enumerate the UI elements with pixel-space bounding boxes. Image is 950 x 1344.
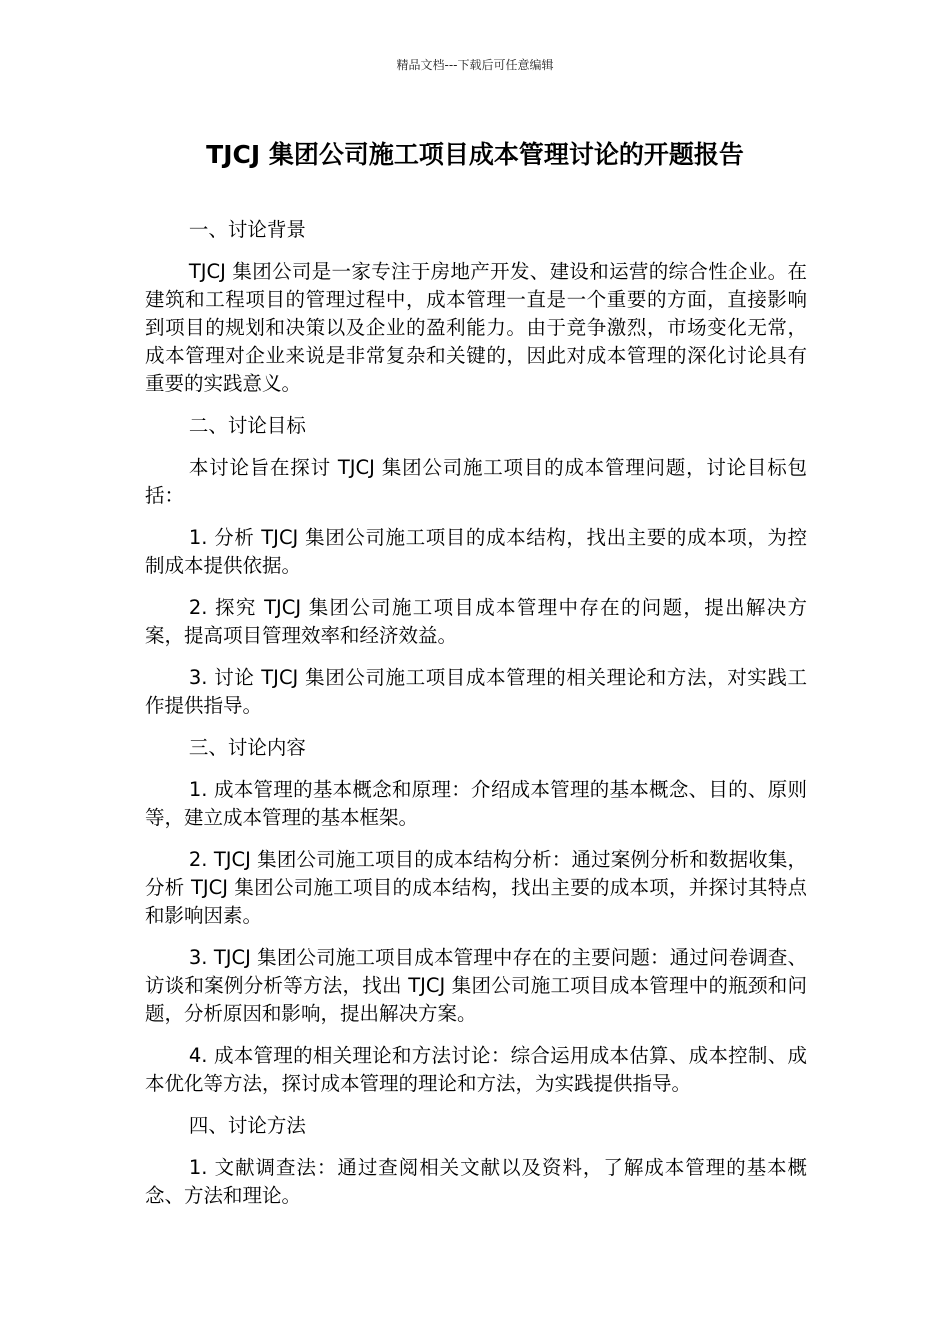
goal-item: 1. 分析 TJCJ 集团公司施工项目的成本结构，找出主要的成本项，为控制成本提供依据。	[145, 526, 807, 577]
document-title: TJCJ 集团公司施工项目成本管理讨论的开题报告	[206, 140, 744, 169]
header-note: 精品文档---下载后可任意编辑	[396, 58, 554, 72]
section-heading-methods: 四、讨论方法	[188, 1114, 306, 1137]
content-item: 2. TJCJ 集团公司施工项目的成本结构分析：通过案例分析和数据收集，分析 TJCJ 集团公司施工项目的成本结构，找出主要的成本项，并探讨其特点和影响因素。	[145, 848, 807, 927]
goals-intro-paragraph: 本讨论旨在探讨 TJCJ 集团公司施工项目的成本管理问题，讨论目标包括：	[145, 456, 807, 507]
section-heading-goals: 二、讨论目标	[188, 414, 306, 437]
content-item: 1. 成本管理的基本概念和原理：介绍成本管理的基本概念、目的、原则等，建立成本管理的基本框架。	[145, 778, 807, 829]
background-paragraph: TJCJ 集团公司是一家专注于房地产开发、建设和运营的综合性企业。在建筑和工程项目的管理过程中，成本管理一直是一个重要的方面，直接影响到项目的规划和决策以及企业的盈利能力。由于竞争激烈，市场变化无常，成本管理对企业来说是非常复杂和关键的，因此对成本管理的深化讨论具有重要的实践意义。	[145, 260, 807, 395]
content-item: 4. 成本管理的相关理论和方法讨论：综合运用成本估算、成本控制、成本优化等方法，探讨成本管理的理论和方法，为实践提供指导。	[145, 1044, 807, 1095]
method-item: 1. 文献调查法：通过查阅相关文献以及资料，了解成本管理的基本概念、方法和理论。	[145, 1156, 807, 1207]
section-heading-content: 三、讨论内容	[188, 736, 306, 759]
section-heading-background: 一、讨论背景	[188, 218, 306, 241]
content-item: 3. TJCJ 集团公司施工项目成本管理中存在的主要问题：通过问卷调查、访谈和案例分析等方法，找出 TJCJ 集团公司施工项目成本管理中的瓶颈和问题，分析原因和影响，提出解决方案。	[145, 946, 807, 1025]
goal-item: 2. 探究 TJCJ 集团公司施工项目成本管理中存在的问题，提出解决方案，提高项目管理效率和经济效益。	[145, 596, 807, 647]
goal-item: 3. 讨论 TJCJ 集团公司施工项目成本管理的相关理论和方法，对实践工作提供指导。	[145, 666, 807, 717]
document-body	[145, 216, 807, 1224]
